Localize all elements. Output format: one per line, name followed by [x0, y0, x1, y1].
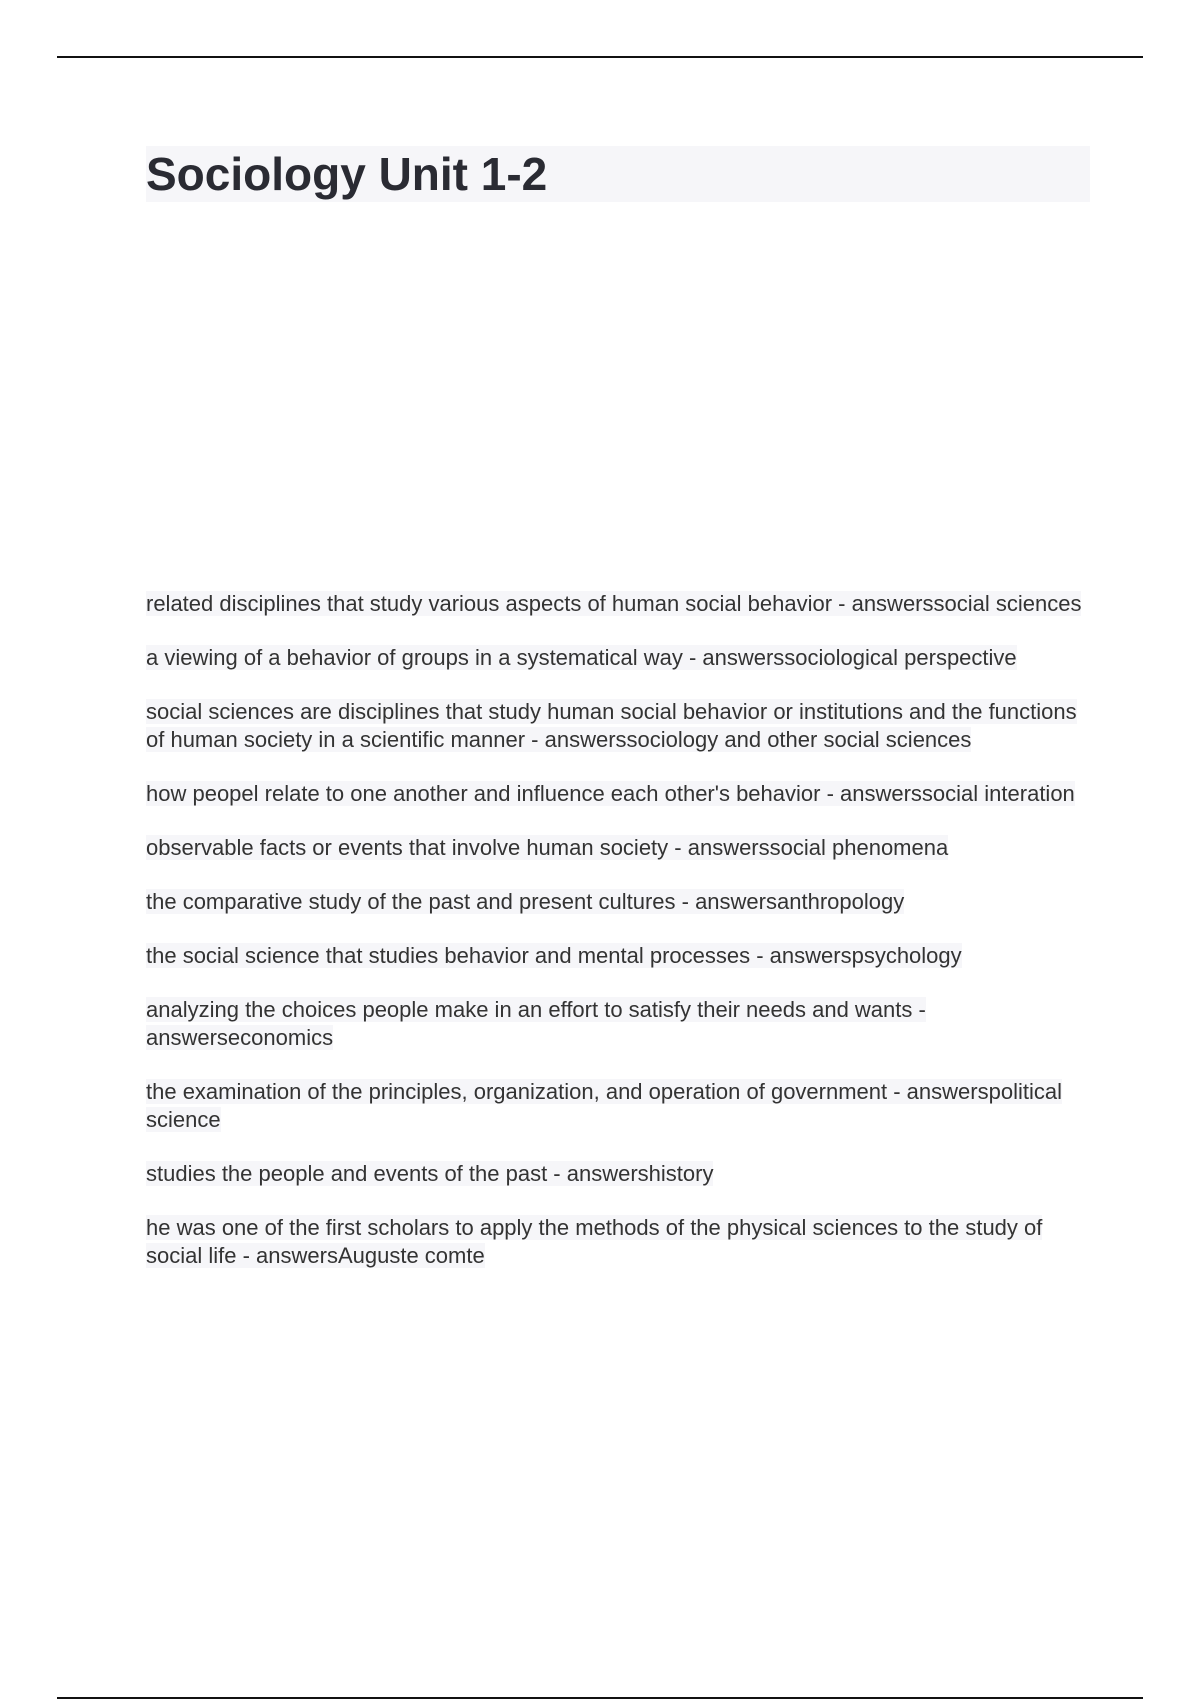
flashcard-item: [146, 834, 1090, 862]
flashcard-item: [146, 780, 1090, 808]
flashcard-text: related disciplines that study various aspects of human social behavior - answerssocial sciences: [146, 591, 1082, 616]
flashcard-text: the comparative study of the past and present cultures - answersanthropology: [146, 889, 905, 914]
document-title: Sociology Unit 1-2: [146, 148, 548, 200]
flashcard-item: [146, 698, 1090, 754]
flashcard-text: a viewing of a behavior of groups in a systematical way - answerssociological perspective: [146, 645, 1017, 670]
flashcard-text: analyzing the choices people make in an effort to satisfy their needs and wants - answerseconomics: [146, 997, 926, 1050]
flashcard-text: social sciences are disciplines that study human social behavior or institutions and the functions of human society in a scientific manner - answerssociology and other social sciences: [146, 699, 1077, 752]
flashcard-text: studies the people and events of the past - answershistory: [146, 1161, 714, 1186]
flashcard-text: he was one of the first scholars to apply the methods of the physical sciences to the study of social life - answersAuguste comte: [146, 1215, 1043, 1268]
flashcard-item: [146, 1214, 1090, 1270]
flashcard-text: the social science that studies behavior and mental processes - answerspsychology: [146, 943, 962, 968]
flashcard-item: [146, 1078, 1090, 1134]
bottom-rule: [57, 1697, 1143, 1699]
flashcard-item: [146, 1160, 1090, 1188]
flashcard-text: observable facts or events that involve human society - answerssocial phenomena: [146, 835, 949, 860]
flashcard-list: [146, 590, 1090, 1296]
flashcard-item: [146, 996, 1090, 1052]
flashcard-item: [146, 590, 1090, 618]
flashcard-item: [146, 644, 1090, 672]
flashcard-item: [146, 942, 1090, 970]
flashcard-text: how peopel relate to one another and influence each other's behavior - answerssocial interation: [146, 781, 1075, 806]
top-rule: [57, 56, 1143, 58]
flashcard-text: the examination of the principles, organization, and operation of government - answerspolitical science: [146, 1079, 1062, 1132]
flashcard-item: [146, 888, 1090, 916]
